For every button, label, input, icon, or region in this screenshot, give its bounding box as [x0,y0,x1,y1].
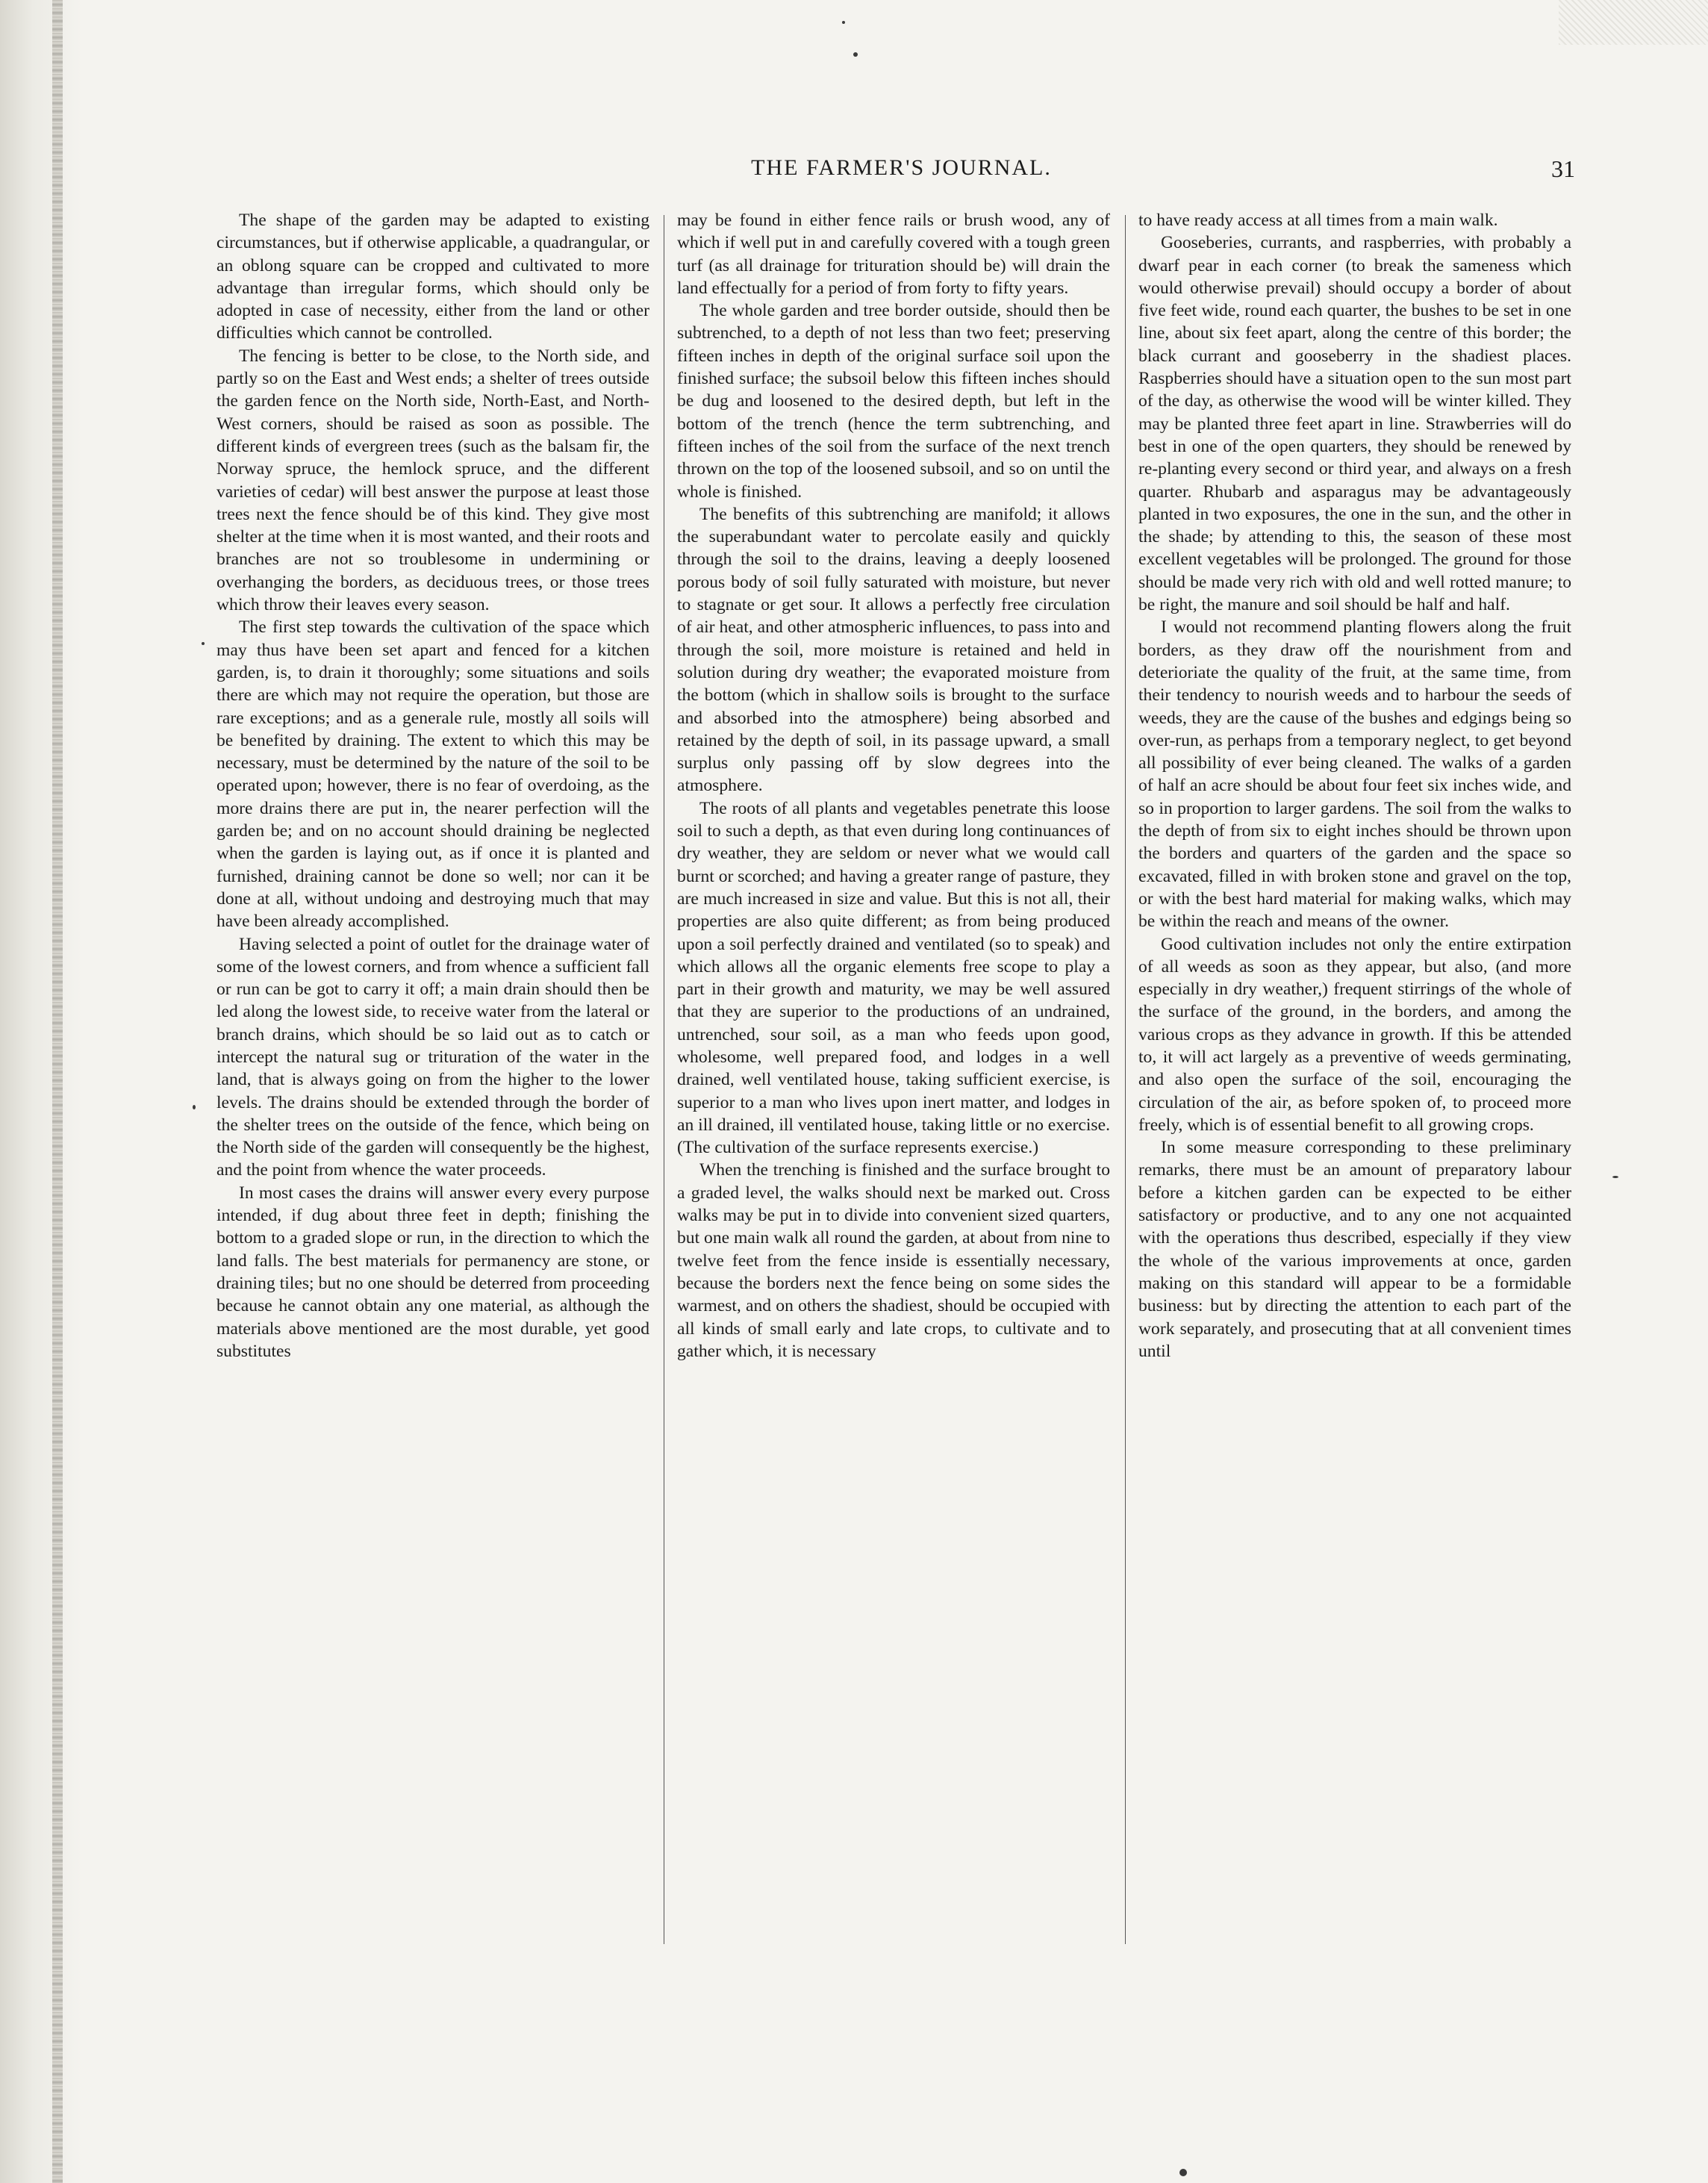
text-columns [216,209,1583,1956]
paragraph: When the trenching is finished and the surface brought to a graded level, the walks should next be marked out. Cross walks may be put in to divide into convenient sized quarters, but one main walk all round the garden, at about from nine to twelve feet from the fence inside is essentially necessary, because the borders next the fence being on some sides the warmest, and on others the shadiest, should be occupied with all kinds of small early and late crops, to cultivate and to gather which, it is necessary [677,1160,1110,1361]
ink-speck [1179,2169,1187,2176]
ink-speck [842,21,845,24]
paragraph: The roots of all plants and vegetables penetrate this loose soil to such a depth, as that even during long continuances of dry weather, they are seldom or never what we would call burnt or scorched; and having a greater range of pasture, they are much increased in size and value. But this is not all, their properties are also quite different; as from being produced upon a soil perfectly drained and ventilated (so to speak) and which allows all the organic elements free scope to play a part in their growth and maturity, we may be well assured that they are superior to the productions of an undrained, untrenched, sour soil, as a man who feeds upon good, wholesome, well prepared food, and lodges in a well drained, well ventilated house, taking sufficient exercise, is superior to a man who lives upon inert matter, and lodges in an ill drained, ill ventilated house, taking little or no exercise. (The cultivation of the surface represents exercise.) [677,798,1110,1158]
paragraph: The benefits of this subtrenching are manifold; it allows the superabundant water to percolate easily and quickly through the soil to the drains, leaving a deeply loosened porous body of soil fully saturated with moisture, but never to stagnate or get sour. It allows a perfectly free circulation of air heat, and other atmospheric influences, to pass into and through the soil, more moisture is retained and held in solution during dry weather; the evaporated moisture from the bottom (which in shallow soils is brought to the surface and absorbed into the atmosphere) being absorbed and retained by the depth of soil, in its passage upward, a small surplus only passing off by slow degrees into the atmosphere. [677,504,1110,796]
paragraph: Having selected a point of outlet for the drainage water of some of the lowest corners, and from whence a sufficient fall or run can be got to carry it off; a main drain should then be led along the lowest side, to receive water from the lateral or branch drains, which should be so laid out as to catch or intercept the natural sug or trituration of the water in the land, that is always going on from the higher to the lower levels. The drains should be extended through the border of the shelter trees on the outside of the fence, which being on the North side of the garden will consequently be the highest, and the point from whence the water proceeds. [216,934,649,1180]
paragraph: Gooseberies, currants, and raspberries, with probably a dwarf pear in each corner (to break the sameness which would otherwise prevail) should occupy a border of about five feet wide, round each quarter, the bushes to be set in one line, about six feet apart, along the centre of this border; the black currant and gooseberry in the shadiest places. Raspberries should have a situation open to the sun most part of the day, as otherwise the wood will be winter killed. They may be planted three feet apart in line. Strawberries will do best in one of the open quarters, they should be renewed by re-planting every second or third year, and always on a fresh quarter. Rhubarb and asparagus may be advantageously planted in two exposures, the one in the sun, and the other in the shade; by attending to this, the season of these most excellent vegetables will be prolonged. The ground for those should be made very rich with old and well rotted manure; to be right, the manure and soil should be half and half. [1138,233,1571,615]
column-3 [1138,209,1571,1956]
column-divider [1125,215,1126,1944]
journal-title: THE FARMER'S JOURNAL. [751,155,1052,180]
paragraph: The shape of the garden may be adapted to existing circumstances, but if otherwise applicable, a quadrangular, or an oblong square can be cropped and cultivated to more advantage than irregular forms, which should only be adopted in case of necessity, either from the land or other difficulties which cannot be controlled. [216,211,649,343]
ink-speck [193,1105,196,1109]
paragraph: may be found in either fence rails or brush wood, any of which if well put in and carefully covered with a tough green turf (as all drainage for trituration should be) will drain the land effectually for a period of from forty to fifty years. [677,211,1110,298]
ink-speck [1612,1176,1618,1178]
paragraph: to have ready access at all times from a main walk. [1138,211,1498,230]
column-1 [216,209,649,1956]
column-2 [677,209,1110,1956]
paragraph: I would not recommend planting flowers along the fruit borders, as they draw off the nourishment from and deterioriate the quality of the fruit, at the same time, from their tendency to nourish weeds and to harbour the seeds of weeds, they are the cause of the bushes and edgings being so over-run, as perhaps from a temporary neglect, to get beyond all possibility of ever being cleaned. The walks of a garden of half an acre should be about four feet six inches wide, and so in proportion to larger gardens. The soil from the walks to the depth of from six to eight inches should be thrown upon the borders and quarters of the garden and the space so excavated, filled in with broken stone and gravel on the top, or with the best hard material for making walks, which may be within the reach and means of the owner. [1138,617,1571,932]
page-number: 31 [1551,155,1575,182]
paragraph: In most cases the drains will answer every every purpose intended, if dug about three feet in depth; finishing the bottom to a graded slope or run, in the direction to which the land falls. The best materials for permanency are stone, or draining tiles; but no one should be deterred from proceeding because he cannot obtain any one material, as although the materials above mentioned are the most durable, yet good substitutes [216,1183,649,1361]
paragraph: The first step towards the cultivation of the space which may thus have been set apart and fenced for a kitchen garden, is, to drain it thoroughly; some situations and soils there are which may not require the operation, but those are rare exceptions; and as a generale rule, mostly all soils will be benefited by draining. The extent to which this may be necessary, must be determined by the nature of the soil to be operated upon; however, there is no fear of overdoing, as the more drains there are put in, the nearer perfection will the garden be; and on no account should draining be neglected when the garden is laying out, as if once it is planted and furnished, draining cannot be done so well; nor can it be done at all, without undoing and destroying much that may have been already accomplished. [216,617,649,932]
page-header [228,155,1575,191]
paragraph: Good cultivation includes not only the entire extirpation of all weeds as soon as they appear, but also, (and more especially in dry weather,) frequent stirrings of the whole of the surface of the ground, in the borders, and among the various crops as they advance in growth. If this be attended to, it will act largely as a preventive of weeds germinating, and also open the surface of the soil, encouraging the circulation of the air, as before spoken of, to proceed more freely, which is of essential benefit to all growing crops. [1138,934,1571,1135]
ink-speck [853,52,858,57]
page-corner-smudge [1559,0,1708,45]
paragraph: In some measure corresponding to these preliminary remarks, there must be an amount of preparatory labour before a kitchen garden can be expected to be either satisfactory or productive, and to any one not acquainted with the operations thus described, especially if they view the whole of the various improvements at once, garden making on this standard will appear to be a formidable business: but by directing the attention to each part of the work separately, and prosecuting that at all convenient times until [1138,1138,1571,1361]
ink-speck [202,642,205,645]
paragraph: The whole garden and tree border outside, should then be subtrenched, to a depth of not less than two feet; preserving fifteen inches in depth of the original surface soil upon the finished surface; the subsoil below this fifteen inches should be dug and loosened to the desired depth, but left in the bottom of the trench (hence the term subtrenching, and fifteen inches of the soil from the surface of the next trench thrown on the top of the loosened subsoil, and so on until the whole is finished. [677,301,1110,502]
page-binding-edge [0,0,82,2183]
paragraph: The fencing is better to be close, to the North side, and partly so on the East and West ends; a shelter of trees outside the garden fence on the North side, North-East, and North-West corners, should be raised as soon as possible. The different kinds of evergreen trees (such as the balsam fir, the Norway spruce, the hemlock spruce, and the different varieties of cedar) will best answer the purpose at least those trees next the fence should be of this kind. They give most shelter at the time when it is most wanted, and their roots and branches are not so troublesome in undermining or overhanging the borders, as deciduous trees, or those trees which throw their leaves every season. [216,346,649,615]
